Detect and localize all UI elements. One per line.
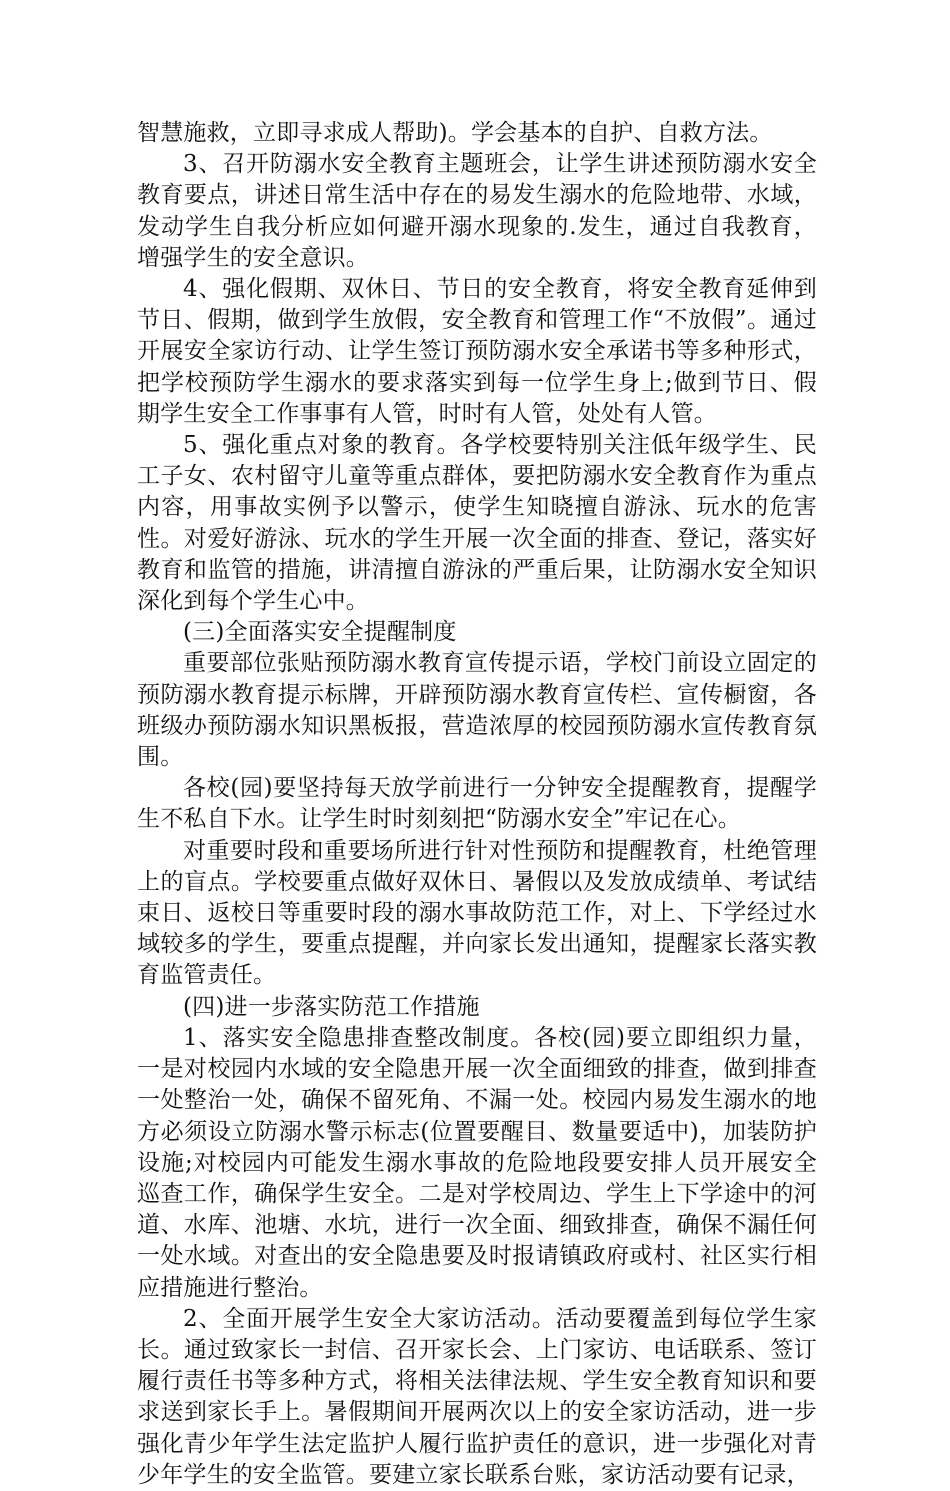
section-heading-4: (四)进一步落实防范工作措施 — [183, 993, 480, 1020]
paragraph-1: 智慧施救，立即寻求成人帮助)。学会基本的自护、自救方法。 — [137, 120, 773, 146]
paragraph-4: 5、强化重点对象的教育。各学校要特别关注低年级学生、民工子女、农村留守儿童等重点群体，要把防溺水安全教育作为重点内容，用事故实例予以警示，使学生知晓擅自游泳、玩水的危害性。对爱好游泳、玩水的学生开展一次全面的排查、登记，落实好教育和监管的措施，讲清擅自游泳的严重后果，让防溺水安全知识深化到每个学生心中。 — [137, 432, 817, 615]
paragraph-7: 对重要时段和重要场所进行针对性预防和提醒教育，杜绝管理上的盲点。学校要重点做好双休日、暑假以及发放成绩单、考试结束日、返校日等重要时段的溺水事故防范工作，对上、下学经过水域较多的学生，要重点提醒，并向家长发出通知，提醒家长落实教育监管责任。 — [137, 837, 817, 989]
paragraph-8: 1、落实安全隐患排查整改制度。各校(园)要立即组织力量，一是对校园内水域的安全隐患开展一次全面细致的排查，做到排查一处整治一处，确保不留死角、不漏一处。校园内易发生溺水的地方必须设立防溺水警示标志(位置要醒目、数量要适中)，加装防护设施;对校园内可能发生溺水事故的危险地段要安排人员开展安全巡查工作，确保学生安全。二是对学校周边、学生上下学途中的河道、水库、池塘、水坑，进行一次全面、细致排查，确保不漏任何一处水域。对查出的安全隐患要及时报请镇政府或村、社区实行相应措施进行整治。 — [137, 1024, 817, 1301]
document-page — [137, 118, 817, 1491]
paragraph-2: 3、召开防溺水安全教育主题班会，让学生讲述预防溺水安全教育要点，讲述日常生活中存在的易发生溺水的危险地带、水域，发动学生自我分析应如何避开溺水现象的.发生，通过自我教育，增强学生的安全意识。 — [137, 151, 817, 271]
paragraph-9: 2、全面开展学生安全大家访活动。活动要覆盖到每位学生家长。通过致家长一封信、召开家长会、上门家访、电话联系、签订履行责任书等多种方式，将相关法律法规、学生安全教育知识和要求送到家长手上。暑假期间开展两次以上的安全家访活动，进一步强化青少年学生法定监护人履行监护责任的意识，进一步强化对青少年学生的安全监管。要建立家长联系台账，家访活动要有记录， — [137, 1305, 817, 1488]
paragraph-5: 重要部位张贴预防溺水教育宣传提示语，学校门前设立固定的预防溺水教育提示标牌，开辟预防溺水教育宣传栏、宣传橱窗，各班级办预防溺水知识黑板报，营造浓厚的校园预防溺水宣传教育氛围。 — [137, 650, 817, 771]
paragraph-6: 各校(园)要坚持每天放学前进行一分钟安全提醒教育，提醒学生不私自下水。让学生时时刻刻把“防溺水安全”牢记在心。 — [137, 775, 817, 833]
paragraph-3: 4、强化假期、双休日、节日的安全教育，将安全教育延伸到节日、假期，做到学生放假，安全教育和管理工作“不放假”。通过开展安全家访行动、让学生签订预防溺水安全承诺书等多种形式，把学校预防学生溺水的要求落实到每一位学生身上;做到节日、假期学生安全工作事事有人管，时时有人管，处处有人管。 — [137, 276, 817, 427]
section-heading-3: (三)全面落实安全提醒制度 — [183, 619, 457, 646]
